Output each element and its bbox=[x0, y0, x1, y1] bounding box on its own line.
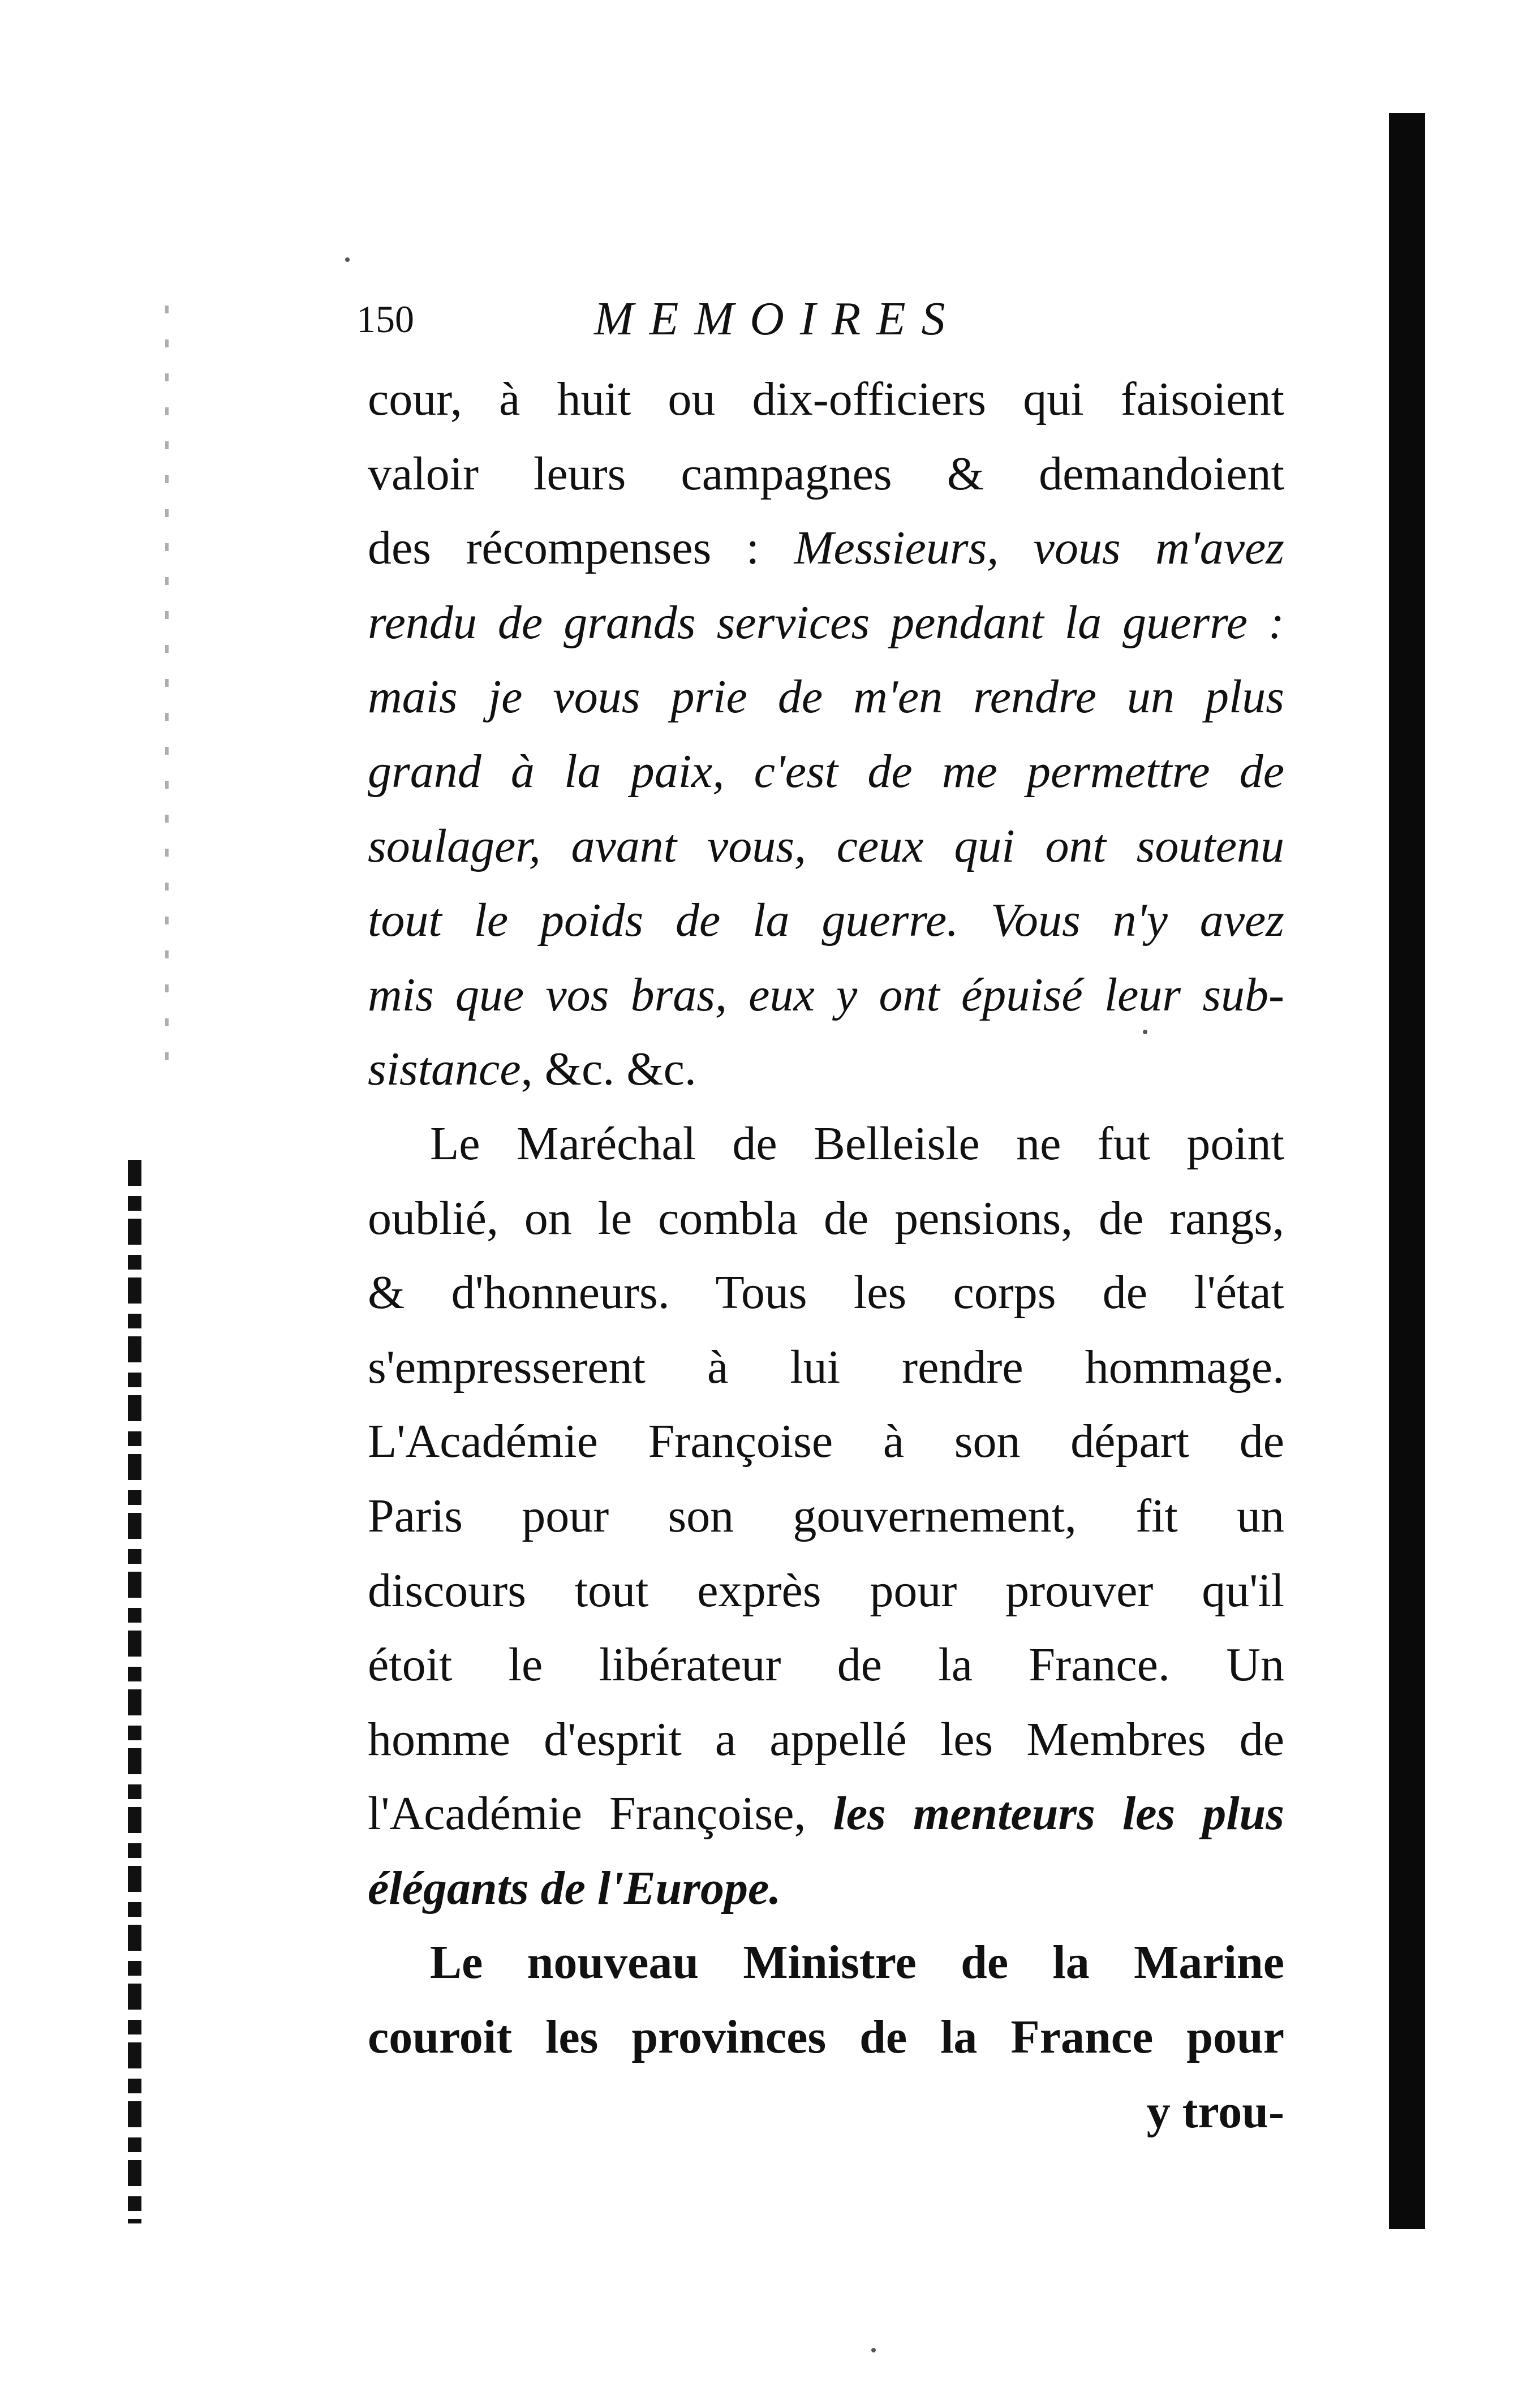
text-line bbox=[368, 2075, 1284, 2149]
text-segment: soulager, avant vous, ceux qui ont soutenu bbox=[368, 819, 1284, 872]
text-segment: mis que vos bras, eux y ont épuisé leur sub- bbox=[368, 968, 1284, 1021]
text-segment: Le nouveau Ministre de la Marine bbox=[430, 1936, 1284, 1989]
text-line bbox=[368, 2000, 1284, 2075]
scan-speck bbox=[345, 257, 350, 262]
text-segment: L'Académie Françoise à son départ de bbox=[368, 1415, 1284, 1468]
text-segment: Le Maréchal de Belleisle ne fut point bbox=[430, 1117, 1284, 1170]
body-text bbox=[368, 362, 1284, 2149]
text-line bbox=[368, 1255, 1284, 1330]
scan-margin-dots bbox=[165, 306, 169, 1069]
text-segment: les menteurs les plus bbox=[833, 1787, 1285, 1840]
text-line bbox=[368, 1404, 1284, 1479]
text-line bbox=[368, 660, 1284, 734]
text-segment: mais je vous prie de m'en rendre un plus bbox=[368, 670, 1284, 724]
running-head: MEMOIRES bbox=[594, 293, 961, 345]
text-line bbox=[368, 883, 1284, 958]
text-segment: homme d'esprit a appellé les Membres de bbox=[368, 1713, 1284, 1766]
text-line bbox=[368, 809, 1284, 884]
scan-edge-shadow bbox=[1389, 113, 1425, 2229]
text-line bbox=[368, 958, 1284, 1033]
text-segment: l'Académie Françoise, bbox=[368, 1787, 833, 1840]
text-segment: , &c. &c. bbox=[520, 1043, 696, 1096]
text-line bbox=[368, 1032, 1284, 1107]
text-segment: s'empresserent à lui rendre hommage. bbox=[368, 1340, 1284, 1393]
text-segment: des récompenses : bbox=[368, 522, 794, 575]
text-line bbox=[368, 586, 1284, 660]
text-segment: & d'honneurs. Tous les corps de l'état bbox=[368, 1266, 1284, 1319]
text-line bbox=[368, 1702, 1284, 1777]
text-segment: tout le poids de la guerre. Vous n'y avez bbox=[368, 894, 1284, 947]
text-line bbox=[368, 1330, 1284, 1405]
text-segment: oublié, on le combla de pensions, de rangs, bbox=[368, 1192, 1284, 1245]
text-line bbox=[368, 1479, 1284, 1554]
text-segment: étoit le libérateur de la France. Un bbox=[368, 1638, 1284, 1692]
text-segment: cour, à huit ou dix-officiers qui faisoient bbox=[368, 373, 1284, 425]
text-segment: couroit les provinces de la France pour bbox=[368, 2011, 1284, 2064]
text-line bbox=[368, 1851, 1284, 1926]
text-line bbox=[368, 734, 1284, 809]
text-line bbox=[368, 437, 1284, 511]
page-header bbox=[356, 291, 1262, 354]
text-segment: rendu de grands services pendant la guerre : bbox=[368, 596, 1284, 649]
text-line bbox=[368, 511, 1284, 586]
text-segment: élégants de l'Europe. bbox=[368, 1861, 781, 1915]
text-line bbox=[368, 1925, 1284, 2000]
text-line bbox=[368, 1181, 1284, 1256]
text-segment: sistance bbox=[368, 1043, 521, 1096]
text-line bbox=[368, 1554, 1284, 1628]
text-segment: y trou- bbox=[1146, 2085, 1284, 2138]
text-line bbox=[368, 1777, 1284, 1851]
text-segment: Messieurs, vous m'avez bbox=[794, 522, 1284, 575]
page-number: 150 bbox=[356, 298, 414, 341]
text-line bbox=[368, 1628, 1284, 1702]
text-segment: grand à la paix, c'est de me permettre de bbox=[368, 745, 1284, 798]
text-line bbox=[368, 362, 1284, 437]
scan-margin-artifact bbox=[128, 1160, 141, 2223]
text-segment: discours tout exprès pour prouver qu'il bbox=[368, 1564, 1284, 1617]
text-segment: Paris pour son gouvernement, fit un bbox=[368, 1489, 1284, 1542]
text-line bbox=[368, 1107, 1284, 1181]
text-segment: valoir leurs campagnes & demandoient bbox=[368, 447, 1284, 500]
scan-speck bbox=[871, 2348, 876, 2352]
